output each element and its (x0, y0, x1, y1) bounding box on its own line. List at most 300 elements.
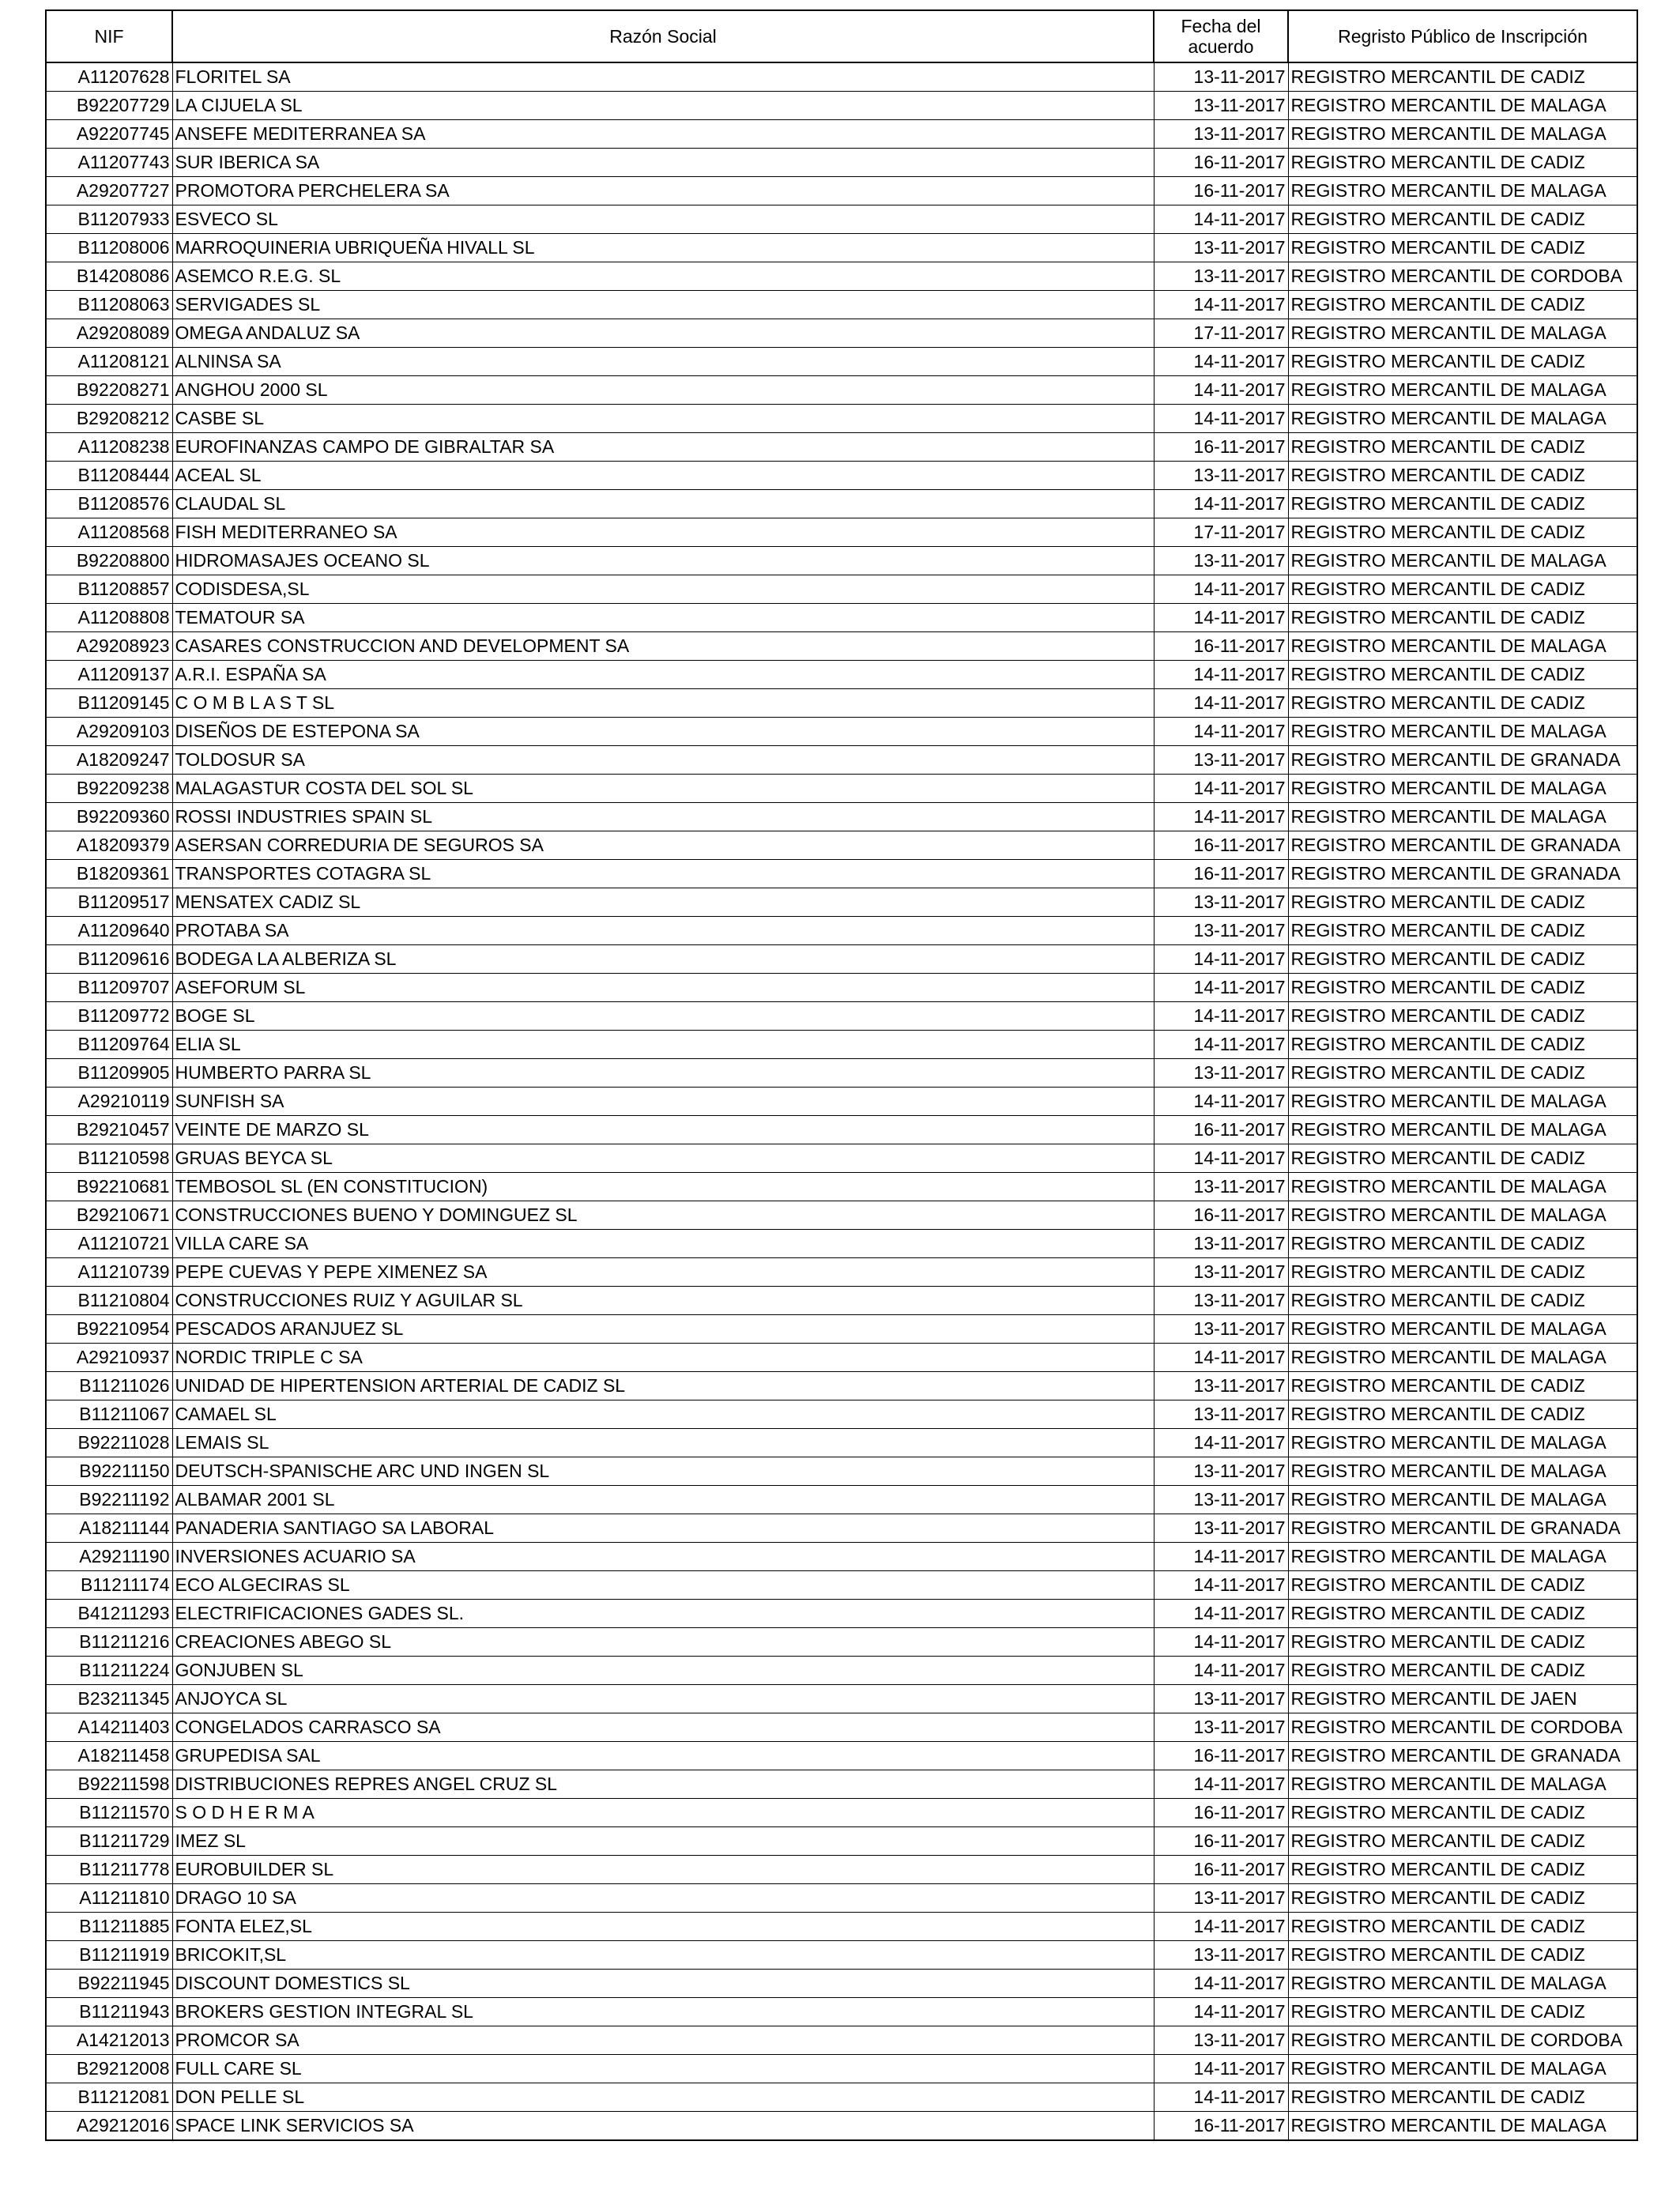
table-row (46, 1571, 1637, 1600)
cell-nif: B11209707 (46, 974, 172, 1002)
table-row (46, 746, 1637, 775)
cell-registro: REGISTRO MERCANTIL DE CADIZ (1288, 661, 1637, 689)
cell-razon-social: ASEFORUM SL (172, 974, 1154, 1002)
cell-razon-social: DISEÑOS DE ESTEPONA SA (172, 718, 1154, 746)
cell-razon-social: MENSATEX CADIZ SL (172, 888, 1154, 917)
cell-razon-social: PROMCOR SA (172, 2026, 1154, 2055)
table-body (46, 62, 1637, 2140)
cell-razon-social: ANGHOU 2000 SL (172, 376, 1154, 405)
cell-razon-social: GRUPEDISA SAL (172, 1742, 1154, 1770)
cell-nif: A92207745 (46, 120, 172, 149)
cell-fecha: 14-11-2017 (1154, 1571, 1288, 1600)
cell-razon-social: PANADERIA SANTIAGO SA LABORAL (172, 1514, 1154, 1543)
table-row (46, 1002, 1637, 1031)
cell-fecha: 14-11-2017 (1154, 1600, 1288, 1628)
cell-fecha: 14-11-2017 (1154, 1657, 1288, 1685)
cell-fecha: 14-11-2017 (1154, 803, 1288, 831)
table-row (46, 1628, 1637, 1657)
table-row (46, 2055, 1637, 2083)
cell-registro: REGISTRO MERCANTIL DE MALAGA (1288, 177, 1637, 205)
table-row (46, 1344, 1637, 1372)
table-row (46, 1742, 1637, 1770)
cell-fecha: 13-11-2017 (1154, 62, 1288, 92)
cell-registro: REGISTRO MERCANTIL DE MALAGA (1288, 1457, 1637, 1486)
cell-razon-social: ELECTRIFICACIONES GADES SL. (172, 1600, 1154, 1628)
cell-razon-social: DON PELLE SL (172, 2083, 1154, 2112)
header-fecha-line2: acuerdo (1188, 36, 1254, 57)
table-row (46, 2083, 1637, 2112)
cell-fecha: 14-11-2017 (1154, 661, 1288, 689)
cell-fecha: 13-11-2017 (1154, 1941, 1288, 1970)
cell-registro: REGISTRO MERCANTIL DE CADIZ (1288, 1827, 1637, 1856)
table-row (46, 2112, 1637, 2141)
table-row (46, 92, 1637, 120)
cell-nif: B92210954 (46, 1315, 172, 1344)
cell-registro: REGISTRO MERCANTIL DE CADIZ (1288, 575, 1637, 604)
cell-razon-social: TRANSPORTES COTAGRA SL (172, 860, 1154, 888)
cell-nif: A29210937 (46, 1344, 172, 1372)
cell-nif: B92208271 (46, 376, 172, 405)
cell-razon-social: SUNFISH SA (172, 1088, 1154, 1116)
cell-registro: REGISTRO MERCANTIL DE CADIZ (1288, 1230, 1637, 1258)
cell-razon-social: ANSEFE MEDITERRANEA SA (172, 120, 1154, 149)
cell-nif: A14212013 (46, 2026, 172, 2055)
cell-razon-social: CODISDESA,SL (172, 575, 1154, 604)
cell-nif: A18211458 (46, 1742, 172, 1770)
cell-registro: REGISTRO MERCANTIL DE CADIZ (1288, 945, 1637, 974)
cell-nif: B29212008 (46, 2055, 172, 2083)
cell-nif: B11211943 (46, 1998, 172, 2026)
table-row (46, 1372, 1637, 1400)
table-row (46, 1941, 1637, 1970)
cell-fecha: 16-11-2017 (1154, 1116, 1288, 1144)
cell-registro: REGISTRO MERCANTIL DE CADIZ (1288, 490, 1637, 518)
cell-fecha: 17-11-2017 (1154, 319, 1288, 348)
cell-razon-social: CREACIONES ABEGO SL (172, 1628, 1154, 1657)
cell-nif: B11210598 (46, 1144, 172, 1173)
cell-fecha: 14-11-2017 (1154, 1998, 1288, 2026)
cell-nif: B11209517 (46, 888, 172, 917)
cell-registro: REGISTRO MERCANTIL DE MALAGA (1288, 376, 1637, 405)
cell-registro: REGISTRO MERCANTIL DE GRANADA (1288, 1514, 1637, 1543)
cell-registro: REGISTRO MERCANTIL DE MALAGA (1288, 1429, 1637, 1457)
cell-fecha: 16-11-2017 (1154, 177, 1288, 205)
cell-razon-social: VILLA CARE SA (172, 1230, 1154, 1258)
cell-fecha: 13-11-2017 (1154, 1059, 1288, 1088)
cell-registro: REGISTRO MERCANTIL DE CADIZ (1288, 1571, 1637, 1600)
cell-nif: A11208568 (46, 518, 172, 547)
cell-fecha: 16-11-2017 (1154, 831, 1288, 860)
table-row (46, 1486, 1637, 1514)
cell-fecha: 13-11-2017 (1154, 1713, 1288, 1742)
cell-registro: REGISTRO MERCANTIL DE CADIZ (1288, 348, 1637, 376)
cell-razon-social: TEMBOSOL SL (EN CONSTITUCION) (172, 1173, 1154, 1201)
cell-nif: A29210119 (46, 1088, 172, 1116)
cell-nif: B11209616 (46, 945, 172, 974)
cell-nif: B11211570 (46, 1799, 172, 1827)
cell-nif: A18209247 (46, 746, 172, 775)
cell-registro: REGISTRO MERCANTIL DE MALAGA (1288, 1173, 1637, 1201)
cell-nif: B11209772 (46, 1002, 172, 1031)
cell-nif: B14208086 (46, 262, 172, 291)
cell-registro: REGISTRO MERCANTIL DE CADIZ (1288, 1884, 1637, 1913)
table-row (46, 348, 1637, 376)
table-row (46, 888, 1637, 917)
cell-fecha: 14-11-2017 (1154, 604, 1288, 632)
cell-registro: REGISTRO MERCANTIL DE MALAGA (1288, 120, 1637, 149)
cell-fecha: 13-11-2017 (1154, 1514, 1288, 1543)
cell-razon-social: CONSTRUCCIONES BUENO Y DOMINGUEZ SL (172, 1201, 1154, 1230)
table-row (46, 1116, 1637, 1144)
cell-razon-social: EUROFINANZAS CAMPO DE GIBRALTAR SA (172, 433, 1154, 462)
cell-fecha: 14-11-2017 (1154, 1002, 1288, 1031)
table-row (46, 177, 1637, 205)
cell-razon-social: VEINTE DE MARZO SL (172, 1116, 1154, 1144)
cell-registro: REGISTRO MERCANTIL DE CADIZ (1288, 917, 1637, 945)
cell-fecha: 14-11-2017 (1154, 1970, 1288, 1998)
table-header (46, 10, 1637, 62)
cell-razon-social: C O M B L A S T SL (172, 689, 1154, 718)
cell-nif: B92210681 (46, 1173, 172, 1201)
cell-registro: REGISTRO MERCANTIL DE CADIZ (1288, 888, 1637, 917)
cell-nif: A11207628 (46, 62, 172, 92)
cell-fecha: 13-11-2017 (1154, 1884, 1288, 1913)
table-row (46, 1059, 1637, 1088)
table-row (46, 149, 1637, 177)
cell-razon-social: PROTABA SA (172, 917, 1154, 945)
cell-registro: REGISTRO MERCANTIL DE MALAGA (1288, 803, 1637, 831)
table-row (46, 319, 1637, 348)
cell-registro: REGISTRO MERCANTIL DE GRANADA (1288, 1742, 1637, 1770)
cell-razon-social: OMEGA ANDALUZ SA (172, 319, 1154, 348)
cell-razon-social: SPACE LINK SERVICIOS SA (172, 2112, 1154, 2141)
table-row (46, 1201, 1637, 1230)
cell-nif: A18211144 (46, 1514, 172, 1543)
header-nif: NIF (46, 10, 172, 62)
cell-fecha: 13-11-2017 (1154, 1315, 1288, 1344)
cell-registro: REGISTRO MERCANTIL DE CADIZ (1288, 62, 1637, 92)
cell-razon-social: MARROQUINERIA UBRIQUEÑA HIVALL SL (172, 234, 1154, 262)
cell-razon-social: TOLDOSUR SA (172, 746, 1154, 775)
table-row (46, 803, 1637, 831)
table-row (46, 547, 1637, 575)
cell-razon-social: FLORITEL SA (172, 62, 1154, 92)
cell-registro: REGISTRO MERCANTIL DE CADIZ (1288, 149, 1637, 177)
cell-nif: B92209238 (46, 775, 172, 803)
cell-fecha: 16-11-2017 (1154, 2112, 1288, 2141)
cell-nif: B11211919 (46, 1941, 172, 1970)
cell-registro: REGISTRO MERCANTIL DE CADIZ (1288, 2083, 1637, 2112)
cell-nif: B92211945 (46, 1970, 172, 1998)
cell-fecha: 14-11-2017 (1154, 1088, 1288, 1116)
cell-razon-social: LEMAIS SL (172, 1429, 1154, 1457)
table-row (46, 1543, 1637, 1571)
table-row (46, 775, 1637, 803)
cell-nif: A11208238 (46, 433, 172, 462)
cell-fecha: 16-11-2017 (1154, 1742, 1288, 1770)
cell-registro: REGISTRO MERCANTIL DE CADIZ (1288, 291, 1637, 319)
cell-registro: REGISTRO MERCANTIL DE CADIZ (1288, 1144, 1637, 1173)
cell-registro: REGISTRO MERCANTIL DE GRANADA (1288, 860, 1637, 888)
cell-nif: B11208444 (46, 462, 172, 490)
cell-nif: B11211216 (46, 1628, 172, 1657)
table-row (46, 62, 1637, 92)
cell-registro: REGISTRO MERCANTIL DE CADIZ (1288, 1258, 1637, 1287)
cell-nif: B11211067 (46, 1400, 172, 1429)
cell-nif: A11211810 (46, 1884, 172, 1913)
table-row (46, 1998, 1637, 2026)
table-row (46, 917, 1637, 945)
cell-razon-social: ASEMCO R.E.G. SL (172, 262, 1154, 291)
cell-nif: B92211150 (46, 1457, 172, 1486)
cell-nif: B11208857 (46, 575, 172, 604)
cell-fecha: 14-11-2017 (1154, 1429, 1288, 1457)
cell-razon-social: CLAUDAL SL (172, 490, 1154, 518)
table-row (46, 1088, 1637, 1116)
cell-registro: REGISTRO MERCANTIL DE CADIZ (1288, 462, 1637, 490)
cell-fecha: 14-11-2017 (1154, 1144, 1288, 1173)
cell-fecha: 14-11-2017 (1154, 1543, 1288, 1571)
cell-razon-social: BOGE SL (172, 1002, 1154, 1031)
cell-nif: B11211224 (46, 1657, 172, 1685)
cell-nif: A29212016 (46, 2112, 172, 2141)
cell-fecha: 13-11-2017 (1154, 1685, 1288, 1713)
cell-fecha: 16-11-2017 (1154, 1827, 1288, 1856)
cell-registro: REGISTRO MERCANTIL DE CADIZ (1288, 689, 1637, 718)
cell-registro: REGISTRO MERCANTIL DE CADIZ (1288, 1657, 1637, 1685)
cell-registro: REGISTRO MERCANTIL DE CADIZ (1288, 1998, 1637, 2026)
cell-razon-social: ELIA SL (172, 1031, 1154, 1059)
table-row (46, 376, 1637, 405)
table-row (46, 1657, 1637, 1685)
cell-razon-social: ECO ALGECIRAS SL (172, 1571, 1154, 1600)
cell-fecha: 16-11-2017 (1154, 433, 1288, 462)
cell-razon-social: PEPE CUEVAS Y PEPE XIMENEZ SA (172, 1258, 1154, 1287)
cell-fecha: 14-11-2017 (1154, 974, 1288, 1002)
companies-table (45, 9, 1638, 2141)
cell-nif: B92208800 (46, 547, 172, 575)
cell-registro: REGISTRO MERCANTIL DE MALAGA (1288, 2055, 1637, 2083)
cell-fecha: 16-11-2017 (1154, 1799, 1288, 1827)
cell-nif: B11209905 (46, 1059, 172, 1088)
table-row (46, 831, 1637, 860)
cell-registro: REGISTRO MERCANTIL DE CADIZ (1288, 1628, 1637, 1657)
cell-razon-social: PESCADOS ARANJUEZ SL (172, 1315, 1154, 1344)
table-row (46, 1514, 1637, 1543)
cell-nif: B29210457 (46, 1116, 172, 1144)
table-row (46, 604, 1637, 632)
cell-registro: REGISTRO MERCANTIL DE MALAGA (1288, 718, 1637, 746)
table-row (46, 1144, 1637, 1173)
cell-fecha: 16-11-2017 (1154, 632, 1288, 661)
cell-fecha: 17-11-2017 (1154, 518, 1288, 547)
cell-razon-social: CASBE SL (172, 405, 1154, 433)
table-row (46, 689, 1637, 718)
table-row (46, 262, 1637, 291)
table-row (46, 1856, 1637, 1884)
cell-nif: B11211885 (46, 1913, 172, 1941)
table-row (46, 632, 1637, 661)
table-row (46, 1400, 1637, 1429)
cell-registro: REGISTRO MERCANTIL DE CADIZ (1288, 433, 1637, 462)
cell-fecha: 14-11-2017 (1154, 689, 1288, 718)
cell-registro: REGISTRO MERCANTIL DE CADIZ (1288, 234, 1637, 262)
cell-fecha: 13-11-2017 (1154, 1287, 1288, 1315)
cell-fecha: 13-11-2017 (1154, 746, 1288, 775)
cell-nif: B11212081 (46, 2083, 172, 2112)
cell-registro: REGISTRO MERCANTIL DE CADIZ (1288, 1372, 1637, 1400)
table-row (46, 1031, 1637, 1059)
header-razon-social: Razón Social (172, 10, 1154, 62)
cell-registro: REGISTRO MERCANTIL DE CADIZ (1288, 1941, 1637, 1970)
cell-nif: A11210739 (46, 1258, 172, 1287)
cell-razon-social: CAMAEL SL (172, 1400, 1154, 1429)
cell-registro: REGISTRO MERCANTIL DE CORDOBA (1288, 2026, 1637, 2055)
cell-razon-social: CONSTRUCCIONES RUIZ Y AGUILAR SL (172, 1287, 1154, 1315)
table-row (46, 205, 1637, 234)
cell-nif: A29211190 (46, 1543, 172, 1571)
cell-fecha: 14-11-2017 (1154, 775, 1288, 803)
table-row (46, 1799, 1637, 1827)
cell-nif: B41211293 (46, 1600, 172, 1628)
cell-razon-social: ASERSAN CORREDURIA DE SEGUROS SA (172, 831, 1154, 860)
cell-razon-social: A.R.I. ESPAÑA SA (172, 661, 1154, 689)
cell-razon-social: ACEAL SL (172, 462, 1154, 490)
cell-registro: REGISTRO MERCANTIL DE CADIZ (1288, 1031, 1637, 1059)
table-row (46, 2026, 1637, 2055)
cell-registro: REGISTRO MERCANTIL DE CADIZ (1288, 518, 1637, 547)
cell-nif: A11208808 (46, 604, 172, 632)
cell-nif: A29208923 (46, 632, 172, 661)
cell-nif: A11209137 (46, 661, 172, 689)
cell-razon-social: FULL CARE SL (172, 2055, 1154, 2083)
cell-registro: REGISTRO MERCANTIL DE MALAGA (1288, 1315, 1637, 1344)
cell-registro: REGISTRO MERCANTIL DE CADIZ (1288, 1856, 1637, 1884)
cell-razon-social: DISCOUNT DOMESTICS SL (172, 1970, 1154, 1998)
cell-fecha: 13-11-2017 (1154, 888, 1288, 917)
cell-registro: REGISTRO MERCANTIL DE CADIZ (1288, 1400, 1637, 1429)
cell-fecha: 14-11-2017 (1154, 348, 1288, 376)
cell-fecha: 14-11-2017 (1154, 2055, 1288, 2083)
cell-nif: B92211192 (46, 1486, 172, 1514)
cell-razon-social: HIDROMASAJES OCEANO SL (172, 547, 1154, 575)
cell-razon-social: ESVECO SL (172, 205, 1154, 234)
cell-nif: A29208089 (46, 319, 172, 348)
table-row (46, 860, 1637, 888)
cell-razon-social: HUMBERTO PARRA SL (172, 1059, 1154, 1088)
cell-fecha: 13-11-2017 (1154, 547, 1288, 575)
table-row (46, 433, 1637, 462)
table-row (46, 1287, 1637, 1315)
cell-fecha: 14-11-2017 (1154, 575, 1288, 604)
cell-registro: REGISTRO MERCANTIL DE MALAGA (1288, 1088, 1637, 1116)
cell-fecha: 13-11-2017 (1154, 1372, 1288, 1400)
table-row (46, 1884, 1637, 1913)
cell-razon-social: ALNINSA SA (172, 348, 1154, 376)
cell-fecha: 13-11-2017 (1154, 262, 1288, 291)
cell-registro: REGISTRO MERCANTIL DE MALAGA (1288, 1970, 1637, 1998)
cell-razon-social: ROSSI INDUSTRIES SPAIN SL (172, 803, 1154, 831)
cell-razon-social: BRICOKIT,SL (172, 1941, 1154, 1970)
cell-fecha: 14-11-2017 (1154, 2083, 1288, 2112)
cell-razon-social: GONJUBEN SL (172, 1657, 1154, 1685)
cell-nif: B11210804 (46, 1287, 172, 1315)
cell-razon-social: INVERSIONES ACUARIO SA (172, 1543, 1154, 1571)
table-row (46, 1713, 1637, 1742)
cell-razon-social: FONTA ELEZ,SL (172, 1913, 1154, 1941)
cell-fecha: 13-11-2017 (1154, 917, 1288, 945)
cell-razon-social: S O D H E R M A (172, 1799, 1154, 1827)
cell-fecha: 13-11-2017 (1154, 462, 1288, 490)
cell-registro: REGISTRO MERCANTIL DE MALAGA (1288, 547, 1637, 575)
cell-registro: REGISTRO MERCANTIL DE GRANADA (1288, 831, 1637, 860)
cell-fecha: 14-11-2017 (1154, 718, 1288, 746)
cell-nif: B11208063 (46, 291, 172, 319)
cell-registro: REGISTRO MERCANTIL DE CADIZ (1288, 1002, 1637, 1031)
cell-registro: REGISTRO MERCANTIL DE CADIZ (1288, 1600, 1637, 1628)
cell-fecha: 13-11-2017 (1154, 92, 1288, 120)
table-row (46, 1429, 1637, 1457)
cell-registro: REGISTRO MERCANTIL DE MALAGA (1288, 1543, 1637, 1571)
cell-razon-social: SERVIGADES SL (172, 291, 1154, 319)
cell-nif: B18209361 (46, 860, 172, 888)
table-row (46, 1970, 1637, 1998)
table-row (46, 1913, 1637, 1941)
cell-registro: REGISTRO MERCANTIL DE MALAGA (1288, 1770, 1637, 1799)
cell-registro: REGISTRO MERCANTIL DE CADIZ (1288, 1059, 1637, 1088)
table-row (46, 518, 1637, 547)
cell-razon-social: BODEGA LA ALBERIZA SL (172, 945, 1154, 974)
table-row (46, 234, 1637, 262)
table-row (46, 405, 1637, 433)
cell-nif: B29210671 (46, 1201, 172, 1230)
table-row (46, 1685, 1637, 1713)
cell-nif: A11207743 (46, 149, 172, 177)
cell-nif: B11211026 (46, 1372, 172, 1400)
cell-razon-social: BROKERS GESTION INTEGRAL SL (172, 1998, 1154, 2026)
cell-registro: REGISTRO MERCANTIL DE CADIZ (1288, 1799, 1637, 1827)
cell-registro: REGISTRO MERCANTIL DE GRANADA (1288, 746, 1637, 775)
table-row (46, 1315, 1637, 1344)
table-row (46, 1457, 1637, 1486)
cell-nif: B11211729 (46, 1827, 172, 1856)
cell-razon-social: LA CIJUELA SL (172, 92, 1154, 120)
table-row (46, 120, 1637, 149)
cell-fecha: 13-11-2017 (1154, 2026, 1288, 2055)
cell-registro: REGISTRO MERCANTIL DE MALAGA (1288, 775, 1637, 803)
table-row (46, 1230, 1637, 1258)
table-row (46, 1258, 1637, 1287)
cell-registro: REGISTRO MERCANTIL DE CADIZ (1288, 205, 1637, 234)
table-row (46, 575, 1637, 604)
cell-fecha: 16-11-2017 (1154, 1201, 1288, 1230)
cell-registro: REGISTRO MERCANTIL DE JAEN (1288, 1685, 1637, 1713)
table-row (46, 462, 1637, 490)
cell-nif: A11210721 (46, 1230, 172, 1258)
cell-registro: REGISTRO MERCANTIL DE MALAGA (1288, 2112, 1637, 2141)
cell-nif: A18209379 (46, 831, 172, 860)
cell-registro: REGISTRO MERCANTIL DE CADIZ (1288, 1287, 1637, 1315)
cell-registro: REGISTRO MERCANTIL DE MALAGA (1288, 319, 1637, 348)
cell-nif: B92211598 (46, 1770, 172, 1799)
table-row (46, 661, 1637, 689)
table-row (46, 1827, 1637, 1856)
table-row (46, 1600, 1637, 1628)
cell-registro: REGISTRO MERCANTIL DE MALAGA (1288, 1344, 1637, 1372)
cell-nif: B92207729 (46, 92, 172, 120)
cell-nif: B92211028 (46, 1429, 172, 1457)
cell-registro: REGISTRO MERCANTIL DE MALAGA (1288, 1486, 1637, 1514)
